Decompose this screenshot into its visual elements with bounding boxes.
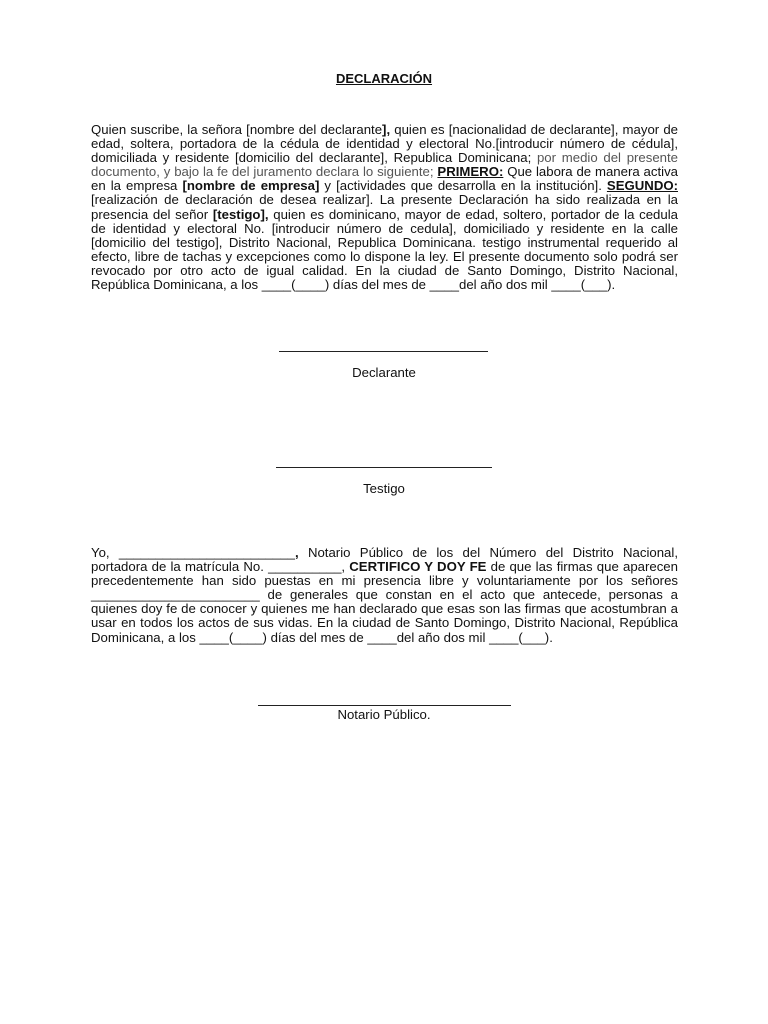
text-run: Quien suscribe, la señora [nombre del declarante (91, 122, 383, 137)
text-run: Notario Público de los del Número del Distrito Nacional, portadora de la matrícula No. __________, (91, 545, 678, 575)
text-run: Yo, ________________________ (91, 545, 295, 560)
notario-label: Notario Público. (337, 707, 431, 722)
text-run: [realización de declaración de desea realizar]. La presente Declaración ha sido realizada en la presencia del señor (91, 192, 678, 222)
text-run-bold: ], (382, 122, 391, 137)
testigo-signature-line (276, 467, 492, 468)
text-run: Que labora de manera activa en la empresa (91, 164, 678, 194)
segundo-heading: SEGUNDO: (606, 178, 678, 194)
certifico-heading: CERTIFICO Y DOY FE (349, 559, 487, 575)
text-run: quien es dominicano, mayor de edad, soltero, portador de la cedula de identidad y electoral No. [introducir número de cedula], domiciliado y residente en la calle [domicilio del testigo], Distrito Nacional, Republica Dominicana. testigo instrumental requerido al efecto, libre de tachas y excepciones como lo dispone la ley. El presente documento solo podrá ser revocado por otro acto de igual calidad. En la ciudad de Santo Domingo, Distrito Nacional, República Dominicana, a los ____(____) días del mes de ____del año dos mil ____(___). (91, 206, 678, 293)
testigo-label: Testigo (363, 481, 405, 496)
primero-heading: PRIMERO: (437, 164, 504, 180)
notario-signature-line (258, 705, 511, 706)
company-placeholder: [nombre de empresa] (182, 178, 320, 194)
declarante-label: Declarante (352, 365, 416, 380)
notary-paragraph (91, 546, 678, 645)
document-title: DECLARACIÓN (335, 71, 433, 86)
declarante-signature-line (279, 351, 488, 352)
text-run-grey: por medio del presente documento, y bajo la fe del juramento declara lo siguiente; (91, 150, 679, 180)
text-run-bold: , (294, 545, 299, 560)
text-run: quien es [nacionalidad de declarante], mayor de edad, soltera, portadora de la cédula de identidad y electoral No.[introducir número de cédula], domiciliada y residente [domicilio del declarante], Republica Dominicana; (91, 122, 679, 166)
text-run: y [actividades que desarrolla en la institución]. (319, 178, 607, 194)
declaration-paragraph (91, 123, 678, 292)
witness-placeholder: [testigo], (212, 206, 269, 222)
text-run: de que las firmas que aparecen precedentemente han sido puestas en mi presencia libre y voluntariamente por los señores _______________________ de generales que constan en el acto que antecede, personas a quienes doy fe de conocer y quienes me han declarado que esas son las firmas que acostumbran a usar en todos los actos de sus vidas. En la ciudad de Santo Domingo, Distrito Nacional, República Dominicana, a los ____(____) días del mes de ____del año dos mil ____(___). (91, 559, 678, 645)
